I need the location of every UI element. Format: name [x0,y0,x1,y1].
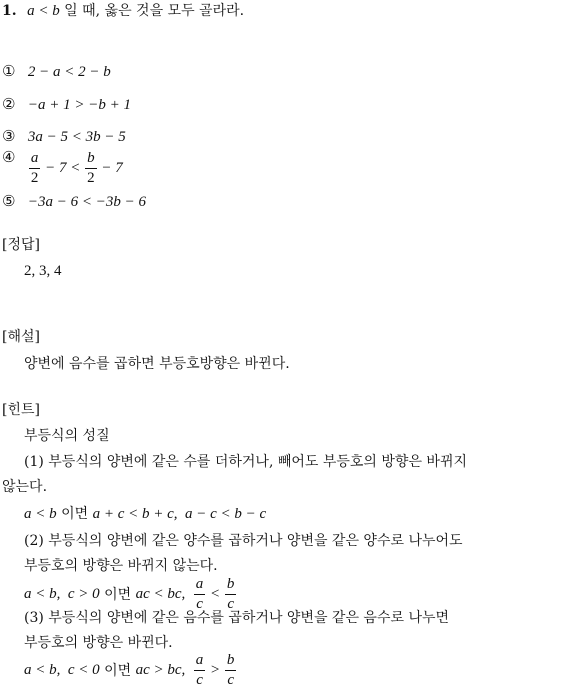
hint-rule-1-line-1: (1) 부등식의 양변에 같은 수를 더하거나, 빼어도 부등호의 방향은 바뀌지 [24,454,468,470]
choice-expression: −3a − 6 < −3b − 6 [27,194,147,210]
choice-expression: $\frac{a}{2}$ − 7 < $\frac{b}{2}$ − 7 [30,149,123,186]
hint-rule-1-math: a < b 이면 a + c < b + c, a − c < b − c [24,506,267,522]
fraction: $\frac{a}{c}$ [195,576,204,612]
fraction: $\frac{b}{c}$ [226,576,235,612]
explanation-text: 양변에 음수를 곱하면 부등호방향은 바뀐다. [24,356,290,372]
explanation-header: [해설] [2,329,40,345]
problem-instruction: 일 때, 옳은 것을 모두 골라라. [59,3,245,19]
problem-statement [2,4,244,19]
choice-1 [2,64,111,80]
choice-mark: ④ [2,148,16,166]
choice-5 [2,194,146,210]
choice-expression: 2 − a < 2 − b [27,64,111,80]
choice-mark: ③ [2,127,16,145]
fraction: $\frac{b}{c}$ [226,652,235,688]
choice-expression: −a + 1 > −b + 1 [27,97,132,113]
answer-value: 2, 3, 4 [24,263,62,279]
hint-rule-2-line-2: 부등호의 방향은 바뀌지 않는다. [24,558,218,574]
hint-rule-2-math: a < b, c > 0 이면 ac < bc, $\frac{a}{c}$ < $\frac{b}{c}$ [24,576,235,612]
hint-rule-3-math: a < b, c < 0 이면 ac > bc, $\frac{a}{c}$ > $\frac{b}{c}$ [24,652,235,688]
hint-header: [힌트] [2,402,40,418]
fraction: $\frac{a}{2}$ [30,149,39,186]
choice-4 [2,150,123,186]
hint-rule-2-line-1: (2) 부등식의 양변에 같은 양수를 곱하거나 양변을 같은 양수로 나누어도 [24,533,463,549]
choice-mark: ② [2,95,16,113]
choice-3 [2,129,126,145]
choice-mark: ① [2,62,16,80]
problem-number: 1. [2,3,17,19]
hint-rule-3-line-1: (3) 부등식의 양변에 같은 음수를 곱하거나 양변을 같은 음수로 나누면 [24,610,450,626]
fraction: $\frac{a}{c}$ [195,652,204,688]
choice-mark: ⑤ [2,192,16,210]
hint-rule-1-line-2: 않는다. [2,479,48,495]
hint-rule-3-line-2: 부등호의 방향은 바뀐다. [24,635,173,651]
choice-expression: 3a − 5 < 3b − 5 [27,129,126,145]
problem-condition: a < b [27,3,60,19]
choice-2 [2,97,131,113]
fraction: $\frac{b}{2}$ [87,149,95,186]
hint-title: 부등식의 성질 [24,428,110,444]
answer-header: [정답] [2,237,40,253]
